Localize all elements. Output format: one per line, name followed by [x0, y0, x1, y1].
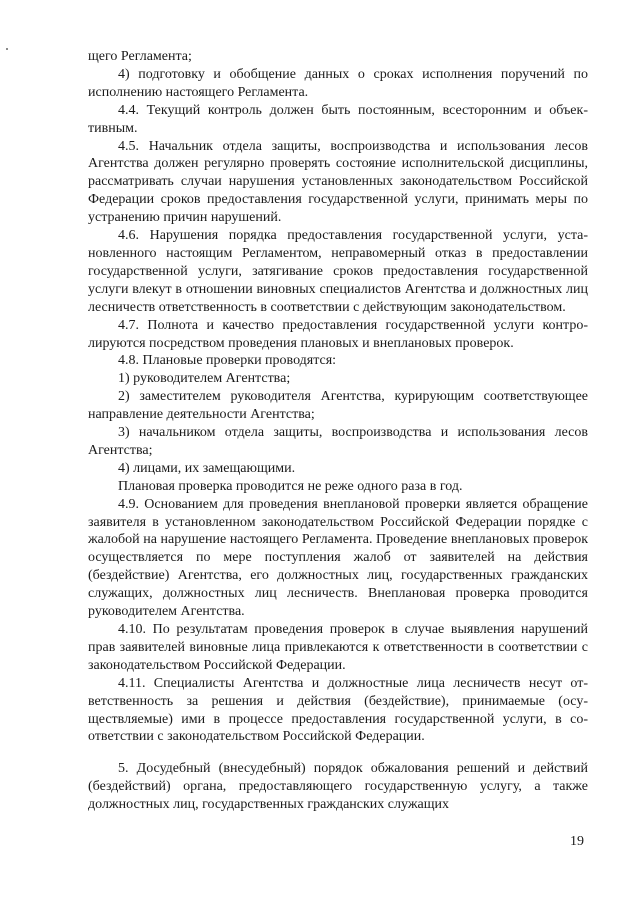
paragraph-item-4: 4) подготовку и обобщение данных о сроках исполнения поручений по исполнению настоящего Регламента.	[88, 66, 588, 100]
paragraph-4-4: 4.4. Текущий контроль должен быть постоянным, всесторонним и объективным.	[88, 102, 588, 136]
list-item-1: 1) руководителем Агентства;	[118, 371, 291, 387]
list-item-4: 4) лицами, их замещающими.	[118, 460, 296, 476]
paragraph-4-7: 4.7. Полнота и качество предоставления государственной услуги контролируются посредством проведения плановых и внеплановых проверок.	[88, 317, 588, 351]
paragraph-4-11: 4.11. Специалисты Агентства и должностные лица лесничеств несут ответственность за решения и действия (бездействие), принимаемые (осуществляемые) ими в процессе предоставления государственной услуги, в соответствии с законодательством Российской Федерации.	[88, 675, 588, 745]
paragraph-4-8: 4.8. Плановые проверки проводятся:	[118, 353, 337, 369]
body-text	[88, 48, 588, 814]
paragraph-4-6: 4.6. Нарушения порядка предоставления государственной услуги, установленного настоящим Регламентом, неправомерный отказ в предоставлении государственной услуги, затягивание сроков предоставления государственной услуги влекут в отношении виновных специалистов Агентства и должностных лиц лесничеств ответственность в соответствии с действующим законодательством.	[88, 228, 588, 315]
paragraph-4-10: 4.10. По результатам проведения проверок в случае выявления нарушений прав заявителей виновные лица привлекаются к ответственности в соответствии с законодательством Российской Федерации.	[88, 622, 588, 673]
list-item-2: 2) заместителем руководителя Агентства, курирующим соответствующее направление деятельности Агентства;	[88, 389, 588, 423]
section-5-heading: 5. Досудебный (внесудебный) порядок обжалования решений и действий (бездействий) органа, предоставляющего государственную услугу, а также должностных лиц, государственных гражданских служащих	[88, 761, 588, 813]
paragraph-4-9: 4.9. Основанием для проведения внеплановой проверки является обращение заявителя в установленном законодательством Российской Федерации порядке с жалобой на нарушение настоящего Регламента. Проведение внеплановых проверок осуществляется по мере поступления жалоб от заявителей на действия (бездействие) Агентства, его должностных лиц, государственных гражданских служащих, должностных лиц лесничеств. Внеплановая проверка проводится руководителем Агентства.	[88, 496, 588, 620]
page-number: 19	[570, 834, 584, 849]
paragraph-4-5: 4.5. Начальник отдела защиты, воспроизводства и использования лесов Агентства должен регулярно проверять состояние исполнительской дисциплины, рассматривать случаи нарушения установленных законодательством Российской Федерации сроков предоставления государственной услуги, принимать меры по устранению причин нарушений.	[88, 138, 588, 226]
paragraph-frequency: Плановая проверка проводится не реже одного раза в год.	[118, 478, 463, 494]
paragraph-continuation: щего Регламента;	[88, 49, 192, 64]
scan-artifact	[6, 48, 8, 50]
list-item-3: 3) начальником отдела защиты, воспроизводства и использования лесов Агентства;	[88, 425, 588, 458]
